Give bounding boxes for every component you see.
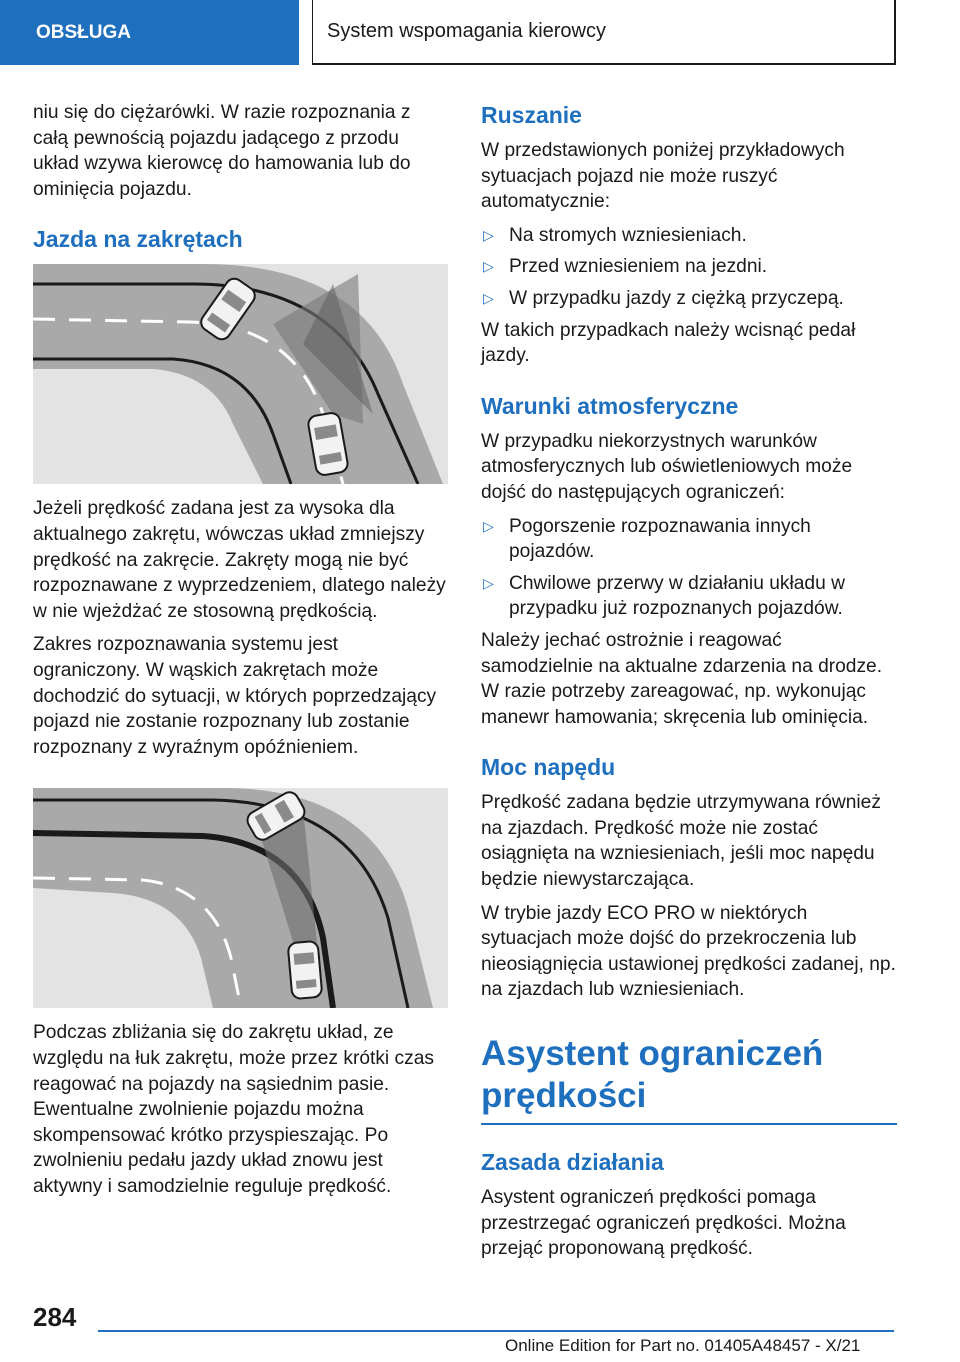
- list-item: [481, 571, 897, 622]
- list-item: [481, 223, 897, 249]
- heading-start: Ruszanie: [481, 102, 582, 128]
- heading-weather: Warunki atmosferyczne: [481, 392, 739, 419]
- section-tab: [0, 0, 299, 65]
- list-item-text: Chwilowe przerwy w działaniu układu w przypadku już rozpoznanych pojazdów.: [509, 572, 845, 620]
- weather-list: [481, 514, 897, 622]
- adjacent-lane-paragraph: Podczas zbliżania się do zakrętu układ, ze względu na łuk zakrętu, może przez krótki czas reagować na pojazdy na sąsiednim pasie. Ewentualne zwolnienie pojazdu można skompensować krótko przyspieszając. Po zwolnieniu pedału jazdy układ znowu jest aktywny i samodzielnie reguluje prędkość.: [33, 1022, 434, 1197]
- chapter-title: System wspomagania kierowcy: [312, 0, 896, 65]
- start-outro: W takich przypadkach należy wcisnąć pedał jazdy.: [481, 319, 856, 367]
- weather-intro: W przypadku niekorzystnych warunków atmosferycznych lub oświetleniowych może dojść do następujących ograniczeń:: [481, 430, 853, 503]
- triangle-bullet-icon: ▷: [483, 517, 494, 534]
- start-list: [481, 223, 897, 312]
- footer-divider: [98, 1330, 894, 1332]
- list-item: [481, 286, 897, 312]
- triangle-bullet-icon: ▷: [483, 258, 494, 275]
- page-number: 284: [33, 1302, 77, 1332]
- heading-principle: Zasada działania: [481, 1149, 664, 1176]
- adjacent-lane-illustration: [33, 788, 448, 1008]
- list-item-text: W przypadku jazdy z ciężką przyczepą.: [509, 287, 844, 309]
- left-column: [33, 100, 449, 1207]
- main-heading: Asystent ograniczeń prędkości: [481, 1033, 897, 1125]
- list-item-text: Na stromych wzniesieniach.: [509, 224, 747, 246]
- triangle-bullet-icon: ▷: [483, 289, 494, 306]
- list-item: [481, 514, 897, 565]
- edition-note: Online Edition for Part no. 01405A48457 - X/21: [505, 1336, 861, 1355]
- weather-outro: Należy jechać ostrożnie i reagować samodzielnie na aktualne zdarzenia na drodze. W razie potrzeby zareagować, np. wykonując manewr hamowania; skręcenia lub ominięcia.: [481, 629, 883, 728]
- list-item-text: Przed wzniesieniem na jezdni.: [509, 256, 768, 278]
- list-item: [481, 254, 897, 280]
- triangle-bullet-icon: ▷: [483, 226, 494, 243]
- intro-paragraph: niu się do ciężarówki. W razie rozpoznania z całą pewnością pojazdu jadącego z przodu układ wzywa kierowcę do hamowania lub do ominięcia pojazdu.: [33, 102, 411, 200]
- curves-paragraph-2: Zakres rozpoznawania systemu jest ograniczony. W wąskich zakrętach może dochodzić do sytuacji, w których poprzedzający pojazd nie zostanie rozpoznany lub zostanie rozpoznany z wyraźnym opóźnieniem.: [33, 634, 437, 758]
- principle-paragraph: Asystent ograniczeń prędkości pomaga przestrzegać ograniczeń prędkości. Można przejąć proponowaną prędkość.: [481, 1187, 846, 1260]
- power-paragraph-1: Prędkość zadana będzie utrzymywana również na zjazdach. Prędkość może nie zostać osiągnięta na wzniesieniach, jeśli moc napędu będzie niewystarczająca.: [481, 792, 881, 891]
- start-intro: W przedstawionych poniżej przykładowych sytuacjach pojazd nie może ruszyć automatycznie:: [481, 140, 845, 213]
- section-label: OBSŁUGA: [36, 21, 131, 43]
- triangle-bullet-icon: ▷: [483, 574, 494, 591]
- heading-power: Moc napędu: [481, 754, 616, 781]
- curves-paragraph-1: Jeżeli prędkość zadana jest za wysoka dla aktualnego zakrętu, wówczas układ zmniejszy prędkość na zakręcie. Zakręty mogą nie być rozpoznawane z wyprzedzeniem, dlatego należy w nie wjeżdżać ze stosowną prędkością.: [33, 498, 446, 622]
- curve-illustration: [33, 264, 448, 484]
- power-paragraph-2: W trybie jazdy ECO PRO w niektórych sytuacjach może dojść do przekroczenia lub nieosiągnięcia ustawionej prędkości zadanej, np. na zjazdach lub wzniesieniach.: [481, 902, 896, 1001]
- right-column: [481, 100, 897, 1270]
- heading-curves: Jazda na zakrętach: [33, 226, 243, 253]
- list-item-text: Pogorszenie rozpoznawania innych pojazdów.: [509, 515, 811, 563]
